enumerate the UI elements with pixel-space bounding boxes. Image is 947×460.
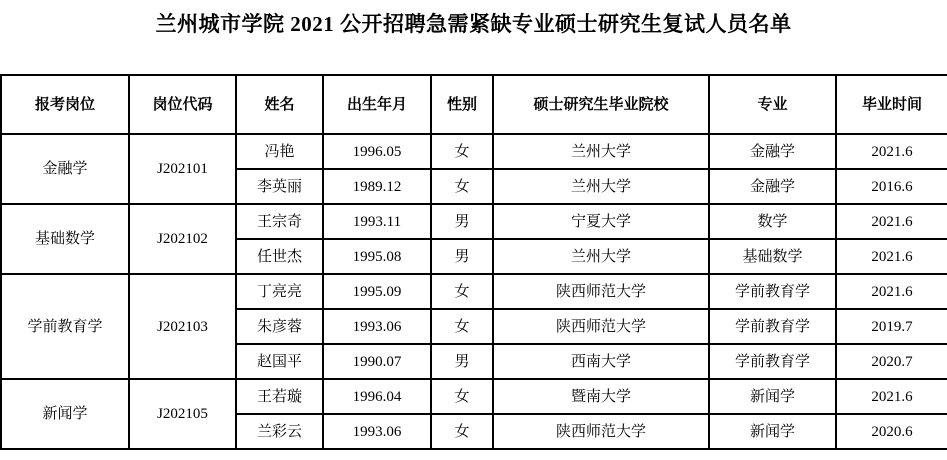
table-row xyxy=(1,274,947,309)
cell-major: 基础数学 xyxy=(709,239,836,274)
cell-major: 学前教育学 xyxy=(709,309,836,344)
cell-birth: 1995.09 xyxy=(323,274,431,309)
document-page xyxy=(0,9,947,450)
cell-school: 兰州大学 xyxy=(493,169,709,204)
col-header-code: 岗位代码 xyxy=(129,75,236,134)
cell-gender: 女 xyxy=(431,309,493,344)
col-header-birth: 出生年月 xyxy=(323,75,431,134)
cell-code: J202101 xyxy=(129,134,236,204)
cell-school: 陕西师范大学 xyxy=(493,309,709,344)
cell-position: 金融学 xyxy=(1,134,129,204)
header-row xyxy=(1,75,947,134)
cell-school: 兰州大学 xyxy=(493,134,709,169)
cell-grad-time: 2021.6 xyxy=(836,274,947,309)
cell-name: 兰彩云 xyxy=(236,414,323,449)
cell-school: 西南大学 xyxy=(493,344,709,379)
col-header-position: 报考岗位 xyxy=(1,75,129,134)
col-header-grad-time: 毕业时间 xyxy=(836,75,947,134)
cell-gender: 女 xyxy=(431,414,493,449)
cell-birth: 1993.11 xyxy=(323,204,431,239)
cell-major: 金融学 xyxy=(709,169,836,204)
table-row xyxy=(1,134,947,169)
cell-school: 陕西师范大学 xyxy=(493,414,709,449)
cell-school: 陕西师范大学 xyxy=(493,274,709,309)
cell-grad-time: 2016.6 xyxy=(836,169,947,204)
col-header-school: 硕士研究生毕业院校 xyxy=(493,75,709,134)
cell-major: 学前教育学 xyxy=(709,344,836,379)
col-header-name: 姓名 xyxy=(236,75,323,134)
cell-grad-time: 2021.6 xyxy=(836,379,947,414)
cell-birth: 1993.06 xyxy=(323,309,431,344)
cell-school: 兰州大学 xyxy=(493,239,709,274)
cell-grad-time: 2019.7 xyxy=(836,309,947,344)
col-header-gender: 性别 xyxy=(431,75,493,134)
cell-birth: 1996.04 xyxy=(323,379,431,414)
cell-gender: 男 xyxy=(431,344,493,379)
table-row xyxy=(1,204,947,239)
cell-grad-time: 2020.6 xyxy=(836,414,947,449)
cell-name: 李英丽 xyxy=(236,169,323,204)
cell-grad-time: 2021.6 xyxy=(836,134,947,169)
cell-position: 新闻学 xyxy=(1,379,129,449)
cell-grad-time: 2021.6 xyxy=(836,239,947,274)
cell-major: 新闻学 xyxy=(709,379,836,414)
cell-major: 学前教育学 xyxy=(709,274,836,309)
cell-birth: 1993.06 xyxy=(323,414,431,449)
cell-code: J202102 xyxy=(129,204,236,274)
cell-grad-time: 2020.7 xyxy=(836,344,947,379)
cell-position: 学前教育学 xyxy=(1,274,129,379)
cell-school: 暨南大学 xyxy=(493,379,709,414)
cell-school: 宁夏大学 xyxy=(493,204,709,239)
candidates-table xyxy=(0,74,947,450)
cell-code: J202105 xyxy=(129,379,236,449)
table-row xyxy=(1,379,947,414)
page-title: 兰州城市学院 2021 公开招聘急需紧缺专业硕士研究生复试人员名单 xyxy=(155,12,792,36)
col-header-major: 专业 xyxy=(709,75,836,134)
cell-gender: 女 xyxy=(431,379,493,414)
cell-name: 丁亮亮 xyxy=(236,274,323,309)
cell-major: 新闻学 xyxy=(709,414,836,449)
cell-name: 朱彦蓉 xyxy=(236,309,323,344)
cell-name: 赵国平 xyxy=(236,344,323,379)
cell-position: 基础数学 xyxy=(1,204,129,274)
cell-major: 数学 xyxy=(709,204,836,239)
cell-name: 王若璇 xyxy=(236,379,323,414)
cell-code: J202103 xyxy=(129,274,236,379)
cell-gender: 女 xyxy=(431,274,493,309)
cell-birth: 1996.05 xyxy=(323,134,431,169)
cell-birth: 1989.12 xyxy=(323,169,431,204)
cell-name: 王宗奇 xyxy=(236,204,323,239)
cell-major: 金融学 xyxy=(709,134,836,169)
cell-name: 任世杰 xyxy=(236,239,323,274)
cell-birth: 1990.07 xyxy=(323,344,431,379)
cell-gender: 女 xyxy=(431,169,493,204)
cell-gender: 男 xyxy=(431,239,493,274)
cell-birth: 1995.08 xyxy=(323,239,431,274)
cell-gender: 女 xyxy=(431,134,493,169)
cell-grad-time: 2021.6 xyxy=(836,204,947,239)
cell-gender: 男 xyxy=(431,204,493,239)
cell-name: 冯艳 xyxy=(236,134,323,169)
